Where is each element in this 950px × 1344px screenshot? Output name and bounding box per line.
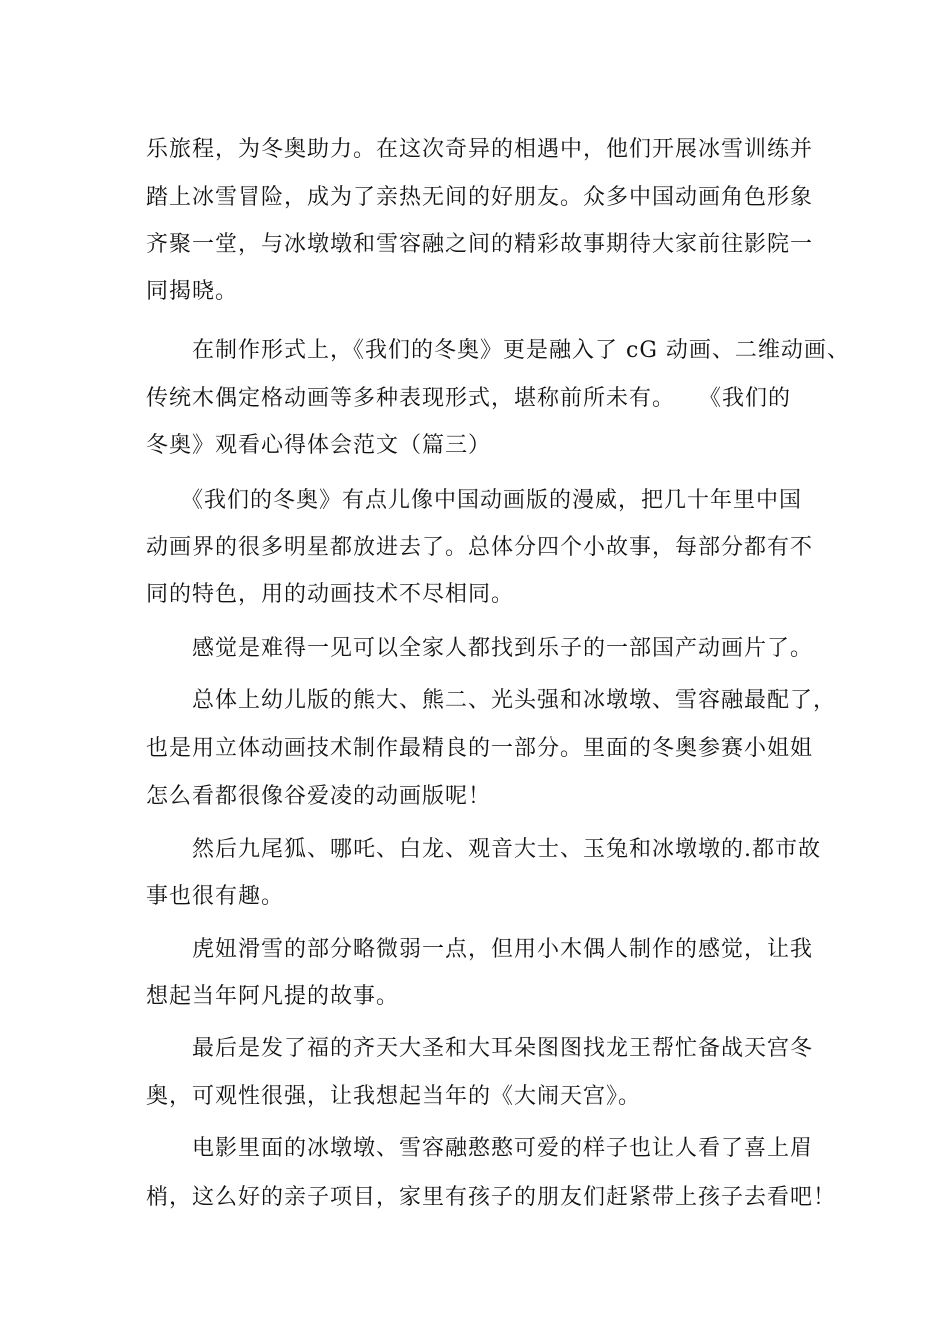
text-line: 传统木偶定格动画等多种表现形式，堪称前所未有。 《我们的	[146, 386, 792, 411]
text-line: 在制作形式上，《我们的冬奥》更是融入了 cG 动画、二维动画、	[146, 338, 850, 363]
text-line: 冬奥》观看心得体会范文（篇三）	[146, 433, 492, 458]
text-line: 虎妞滑雪的部分略微弱一点，但用小木偶人制作的感觉，让我	[146, 937, 814, 962]
text-line: 怎么看都很像谷爱凌的动画版呢！	[146, 784, 492, 809]
text-line: 也是用立体动画技术制作最精良的一部分。里面的冬奥参赛小姐姐	[146, 736, 814, 761]
text-line: 电影里面的冰墩墩、雪容融憨憨可爱的样子也让人看了喜上眉	[146, 1136, 814, 1161]
text-line: 总体上幼儿版的熊大、熊二、光头强和冰墩墩、雪容融最配了，	[146, 688, 837, 713]
text-line: 梢，这么好的亲子项目，家里有孩子的朋友们赶紧带上孩子去看吧！	[146, 1185, 837, 1210]
text-line: 《我们的冬奥》有点儿像中国动画版的漫威，把几十年里中国	[146, 488, 803, 513]
text-line: 动画界的很多明星都放进去了。总体分四个小故事，每部分都有不	[146, 535, 814, 560]
text-line: 事也很有趣。	[146, 884, 285, 909]
text-line: 奥，可观性很强，让我想起当年的《大闹天宫》。	[146, 1084, 642, 1109]
text-line: 最后是发了福的齐天大圣和大耳朵图图找龙王帮忙备战天宫冬	[146, 1036, 814, 1061]
text-line: 同的特色，用的动画技术不尽相同。	[146, 582, 515, 607]
text-line: 然后九尾狐、哪吒、白龙、观音大士、玉兔和冰墩墩的.都市故	[146, 837, 821, 862]
text-line: 齐聚一堂，与冰墩墩和雪容融之间的精彩故事期待大家前往影院一	[146, 232, 814, 257]
text-line: 想起当年阿凡提的故事。	[146, 984, 400, 1009]
text-line: 感觉是难得一见可以全家人都找到乐子的一部国产动画片了。	[146, 636, 814, 661]
text-line: 乐旅程，为冬奥助力。在这次奇异的相遇中，他们开展冰雪训练并	[146, 137, 814, 162]
text-line: 踏上冰雪冒险，成为了亲热无间的好朋友。众多中国动画角色形象	[146, 185, 814, 210]
text-line: 同揭晓。	[146, 279, 239, 304]
